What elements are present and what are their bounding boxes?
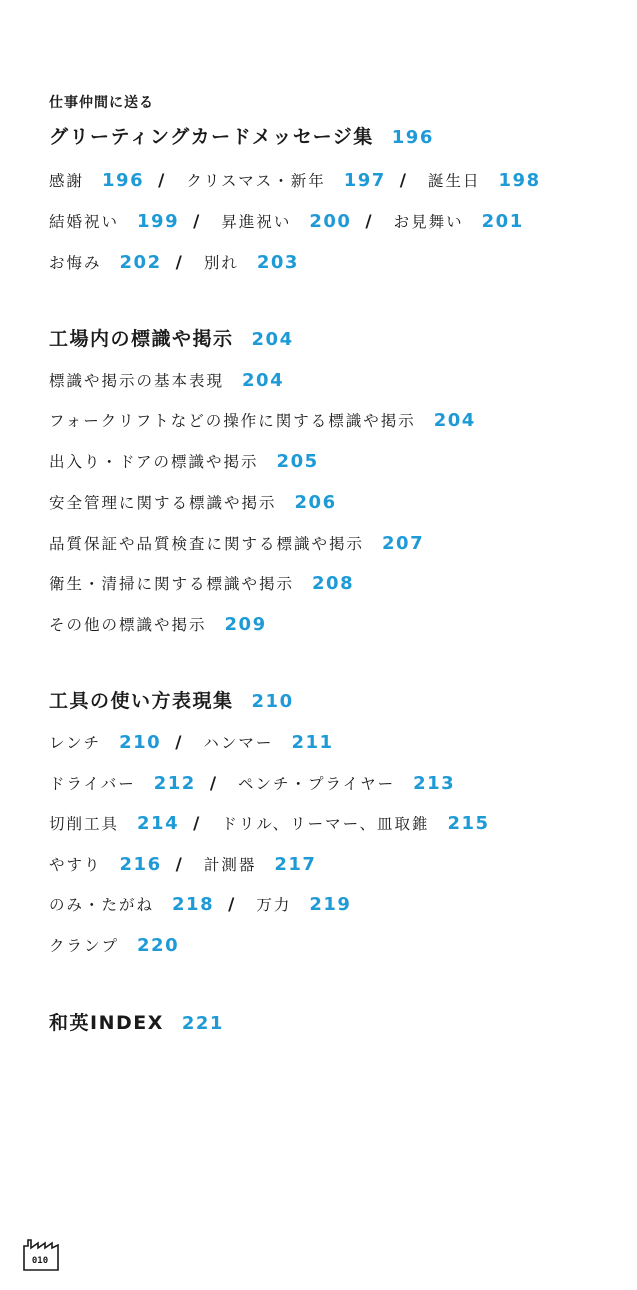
section-page-number: 221 [181,1013,224,1034]
toc-page-number: 202 [119,252,162,273]
toc-item-label[interactable]: お悔み [49,254,102,272]
toc-item-label[interactable]: ペンチ・プライヤー [238,775,396,793]
toc-item-label: フォークリフトなどの操作に関する標識や掲示 [49,412,416,430]
toc-page-number: 214 [137,813,180,834]
section-title-index[interactable] [49,1008,224,1035]
toc-item-label[interactable]: ドライバー [49,775,136,793]
toc-item-label[interactable]: クリスマス・新年 [186,172,326,190]
toc-item-label[interactable]: 昇進祝い [221,213,292,231]
toc-page-number: 205 [276,451,319,472]
toc-page-number: 218 [172,894,215,915]
separator: / [158,171,167,191]
toc-page-number: 197 [343,170,386,191]
toc-page-number: 219 [309,894,352,915]
toc-item-label: 標識や掲示の基本表現 [49,372,225,390]
toc-item-label[interactable]: 万力 [256,896,292,914]
toc-page-number: 207 [382,533,425,554]
section-title-greeting-cards[interactable] [49,122,434,149]
section-page-number: 210 [251,691,294,712]
toc-item-label[interactable]: お見舞い [393,213,464,231]
toc-page-number: 210 [119,732,162,753]
toc-page-number: 199 [137,211,180,232]
page-number: 010 [31,1256,49,1266]
toc-item-label[interactable]: 計測器 [203,856,257,874]
toc-row[interactable] [49,451,319,473]
section-title-label: グリーティングカードメッセージ集 [49,126,374,148]
page-number-marker [22,1236,62,1272]
toc-item-label[interactable]: 感謝 [49,172,85,190]
toc-row [49,170,541,192]
toc-page-number: 216 [119,854,162,875]
toc-page-number: 220 [137,935,180,956]
separator: / [193,814,202,834]
toc-row [49,854,316,876]
toc-page-number: 215 [447,813,490,834]
toc-item-label[interactable]: ドリル、リーマー、皿取錐 [221,815,430,833]
factory-icon [22,1236,60,1272]
toc-item-label[interactable]: 誕生日 [428,172,481,190]
toc-item-label: 品質保証や品質検査に関する標識や掲示 [49,535,365,553]
toc-page-number: 200 [309,211,352,232]
separator: / [175,855,184,875]
toc-row [49,211,524,233]
section-title-label: 工具の使い方表現集 [49,690,234,712]
toc-item-label: 衛生・清掃に関する標識や掲示 [49,575,295,593]
toc-page-number: 198 [498,170,541,191]
separator: / [175,253,184,273]
toc-page-number: 203 [256,252,299,273]
toc-row[interactable] [49,410,476,432]
toc-row [49,773,455,795]
toc-page-number: 211 [291,732,334,753]
toc-page-number: 213 [413,773,456,794]
section-title-label: 工場内の標識や掲示 [49,328,234,350]
toc-item-label[interactable]: 結婚祝い [49,213,120,231]
toc-row [49,732,334,754]
toc-page-number: 204 [242,370,285,391]
toc-row[interactable] [49,614,267,636]
toc-item-label: 出入り・ドアの標識や掲示 [49,453,259,471]
separator: / [228,895,237,915]
toc-item-label[interactable]: やすり [49,856,102,874]
toc-item-label[interactable]: レンチ [49,734,102,752]
toc-item-label[interactable]: ハンマー [203,734,274,752]
toc-page-number: 217 [274,854,317,875]
toc-row [49,252,299,274]
toc-page-number: 204 [433,410,476,431]
toc-row [49,935,179,957]
toc-page-number: 206 [294,492,337,513]
toc-row[interactable] [49,533,424,555]
toc-page-number: 208 [312,573,355,594]
toc-item-label[interactable]: クランプ [49,937,120,955]
toc-row[interactable] [49,492,337,514]
separator: / [193,212,202,232]
toc-item-label[interactable]: 別れ [203,254,239,272]
separator: / [209,774,219,794]
separator: / [365,212,374,232]
toc-page-number: 209 [224,614,267,635]
toc-page-number: 201 [481,211,524,232]
toc-row [49,813,490,835]
toc-row[interactable] [49,370,284,392]
section-subtitle: 仕事仲間に送る [49,95,154,111]
toc-item-label: その他の標識や掲示 [49,616,207,634]
toc-page-number: 212 [153,773,196,794]
section-title-tools[interactable] [49,686,294,713]
section-title-label: 和英INDEX [49,1012,164,1034]
toc-row[interactable] [49,573,354,595]
toc-item-label[interactable]: のみ・たがね [49,896,155,914]
toc-page-number: 196 [102,170,145,191]
toc-row [49,894,351,916]
section-page-number: 196 [391,127,434,148]
section-page-number: 204 [251,329,294,350]
toc-item-label: 安全管理に関する標識や掲示 [49,494,277,512]
toc-item-label[interactable]: 切削工具 [49,815,120,833]
section-title-signs[interactable] [49,324,294,351]
separator: / [175,733,184,753]
separator: / [399,171,408,191]
